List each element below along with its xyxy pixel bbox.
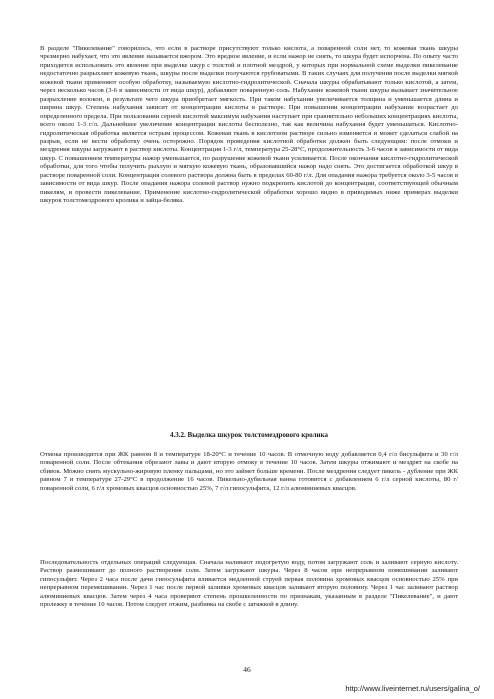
page-number: 46 <box>243 665 251 674</box>
section-heading: 4.3.2. Выделка шкурок толстомездрового кролика <box>170 431 328 439</box>
paragraph-sequence: Последовательность отдельных операций следующая. Сначала наливают подогретую воду, потом загружают соль и заливают серную кислоту. Раствор размешивают до полного растворения соли. Затем загружают шкуры. Через 8 часов при непрерывном помешивании заливают гипосульфит. Через 2 часа после дачи гипосульфита вливается медленной струей первая половина хромовых квасцов основностью 25% при непрерывном перемешивании. Через 1 час после первой заливки хромовых квасцов заливают вторую половину. Через 1 час заливают раствор алюминиевых квасцов. Затем через 4 часа проверяют степень прошкеленности по признакам, указанным в разделе "Пикелевание", и дают пролежку в течение 10 часов. Потом следует отжим, разбивка на скобе с затяжкой в длину. <box>40 559 458 609</box>
paragraph-otmoka: Отмока производится при ЖК равном 8 и температуре 18-20°С и течение 10 часов. В отмочную воду добавляется 0,4 г/л бисульфита и 30 г/л поваренной соли. После обтекания обрезают лавы и дают вторую отмоку в течение 10 часов. Затем шкуры отжимают и мездрят на скобе на сбивок. Можно снять мускульно-жировую пленку пальцами, но это займет больше времени. После мездрения следует пикель - дубление при ЖК равном 7 и температуре 27-29°С в продолжение 16 часов. Пикельно-дубильная ванна готовится с добавлением 6 г/л серной кислоты, 80 г/ поваренной соли, 6 г/л хромовых квасцов основностью 25%, 7 г/л гипосульфита, 12 г/л алюминиевых квасцов. <box>40 451 458 492</box>
paragraph-nazhor-intro: В разделе "Пикелевание" говорилось, что если в растворе присутствуют только кислота, а поваренной соли нет, то кожевая ткань шкуры чрезмерно набухает, что это явление называется вжором. Это вредное явление, и если нажор не снять, то шкура будет испорчена. По опыту часто приходится использовать это явление при выделке шкур с толстой и плотной мездрой, у которых при нормальной схеме выделки пикелевание недостаточно разрыхляет кожевую ткань, шкуры после выделки получаются грубоватыми. В таких случаях для получения после выделки мягкой кожевой ткани применяют особую обработку, называемую кислотно-гидролитической. Сначала шкуры обрабатывают только кислотой, а затем, через несколько часов (3-6 в зависимости от вида шкур), добавляют поваренную соль. Набухание кожевой ткани шкуры вызывает значительное разрыхление волокон, в результате чего шкура приобретает мягкость. При таком набухании увеличивается толщина и уменьшается длина и ширина шкур. Степень набухания зависит от концентрации кислоты в растворе. При повышении концентрации набухание возрастает до определенного предела. При пользовании серной кислотой максимум набухания наступает при сравнительно небольших концентрациях кислоты, всего около 1-3 г/л. Дальнейшее увеличение концентрации кислоты бесполезно, так как величина набухания будет уменьшаться. Кислотно-гидролитическая обработка является острым процессом. Кожевая ткань в кислотном растворе сильно изменяется и может сделаться слабой на разрыв, если не вести обработку очень осторожно. Порядок проведения кислотной обработки должен быть следующим: после отмоки и мездрения шкуры загружают в раствор кислоты. Концентрация 1-3 г/л, температура 25-28°С, продолжительность 3-6 часов в зависимости от вида шкур. С повышением температуры нажор уменьшается, по разрушение кожевой ткани усиливается. После окончания кислотно-гидролитической обработки, для того чтобы получить рыхлую и мягкую кожевую ткань, образовавшийся нажор надо снять. Это достигается обработкой шкур в растворе поваренной соли. Концентрация солевого раствора должна быть в пределах 60-80 г/л. Для опадания нажора требуется около 3-5 часов в зависимости от вида шкур. После опадания нажора солевой раствор нужно подкрепить кислотой до концентрации, соответствующей обычным пикелям, и провести пикелевание. Применение кислотно-гидролитической обработки хорошо видно в приводимых ниже примерах выделки шкурок толстомездрового кролика и зайца-беляка. <box>40 45 458 205</box>
footer-url[interactable]: http://www.liveinternet.ru/users/galina_o/ <box>345 684 480 693</box>
